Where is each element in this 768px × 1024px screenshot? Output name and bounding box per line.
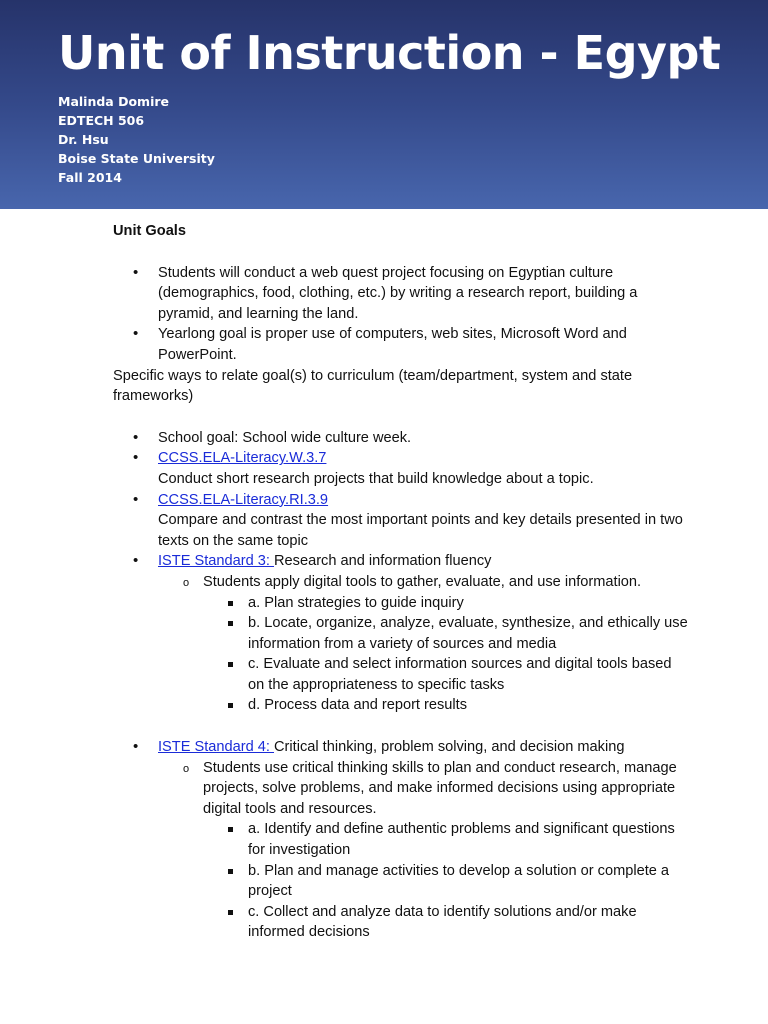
instructor-name: Dr. Hsu [58,132,109,147]
iste-standard-4-title: Critical thinking, problem solving, and decision making [274,739,625,756]
unit-goals-heading: Unit Goals [113,223,186,239]
standards-list [113,428,688,716]
iste-standard-4-item [113,737,688,943]
goals-list [113,263,688,366]
standard-ri39-item [113,490,688,552]
list-item: b. Locate, organize, analyze, evaluate, synthesize, and ethically use information from a variety of sources and media [203,613,688,654]
list-item: • Students will conduct a web quest project focusing on Egyptian culture (demographics, food, clothing, etc.) by writing a research report, building a pyramid, and learning the land. [113,263,688,325]
author-info [58,92,768,188]
list-item: b. Plan and manage activities to develop a solution or complete a project [203,861,688,902]
course-code: EDTECH 506 [58,112,145,128]
list-item: c. Collect and analyze data to identify solutions and/or make informed decisions [203,902,688,943]
iste-4-description: Students use critical thinking skills to plan and conduct research, manage projects, solve problems, and make informed decisions using appropriate digital tools and resources. [203,759,677,817]
standard-description: Compare and contrast the most important points and key details presented in two texts on the same topic [158,512,683,549]
author-name: Malinda Domire [58,93,169,109]
list-item: d. Process data and report results [203,695,688,716]
ccss-w37-link[interactable]: CCSS.ELA-Literacy.W.3.7 [158,450,327,467]
list-item: a. Identify and define authentic problems and significant questions for investigation [203,819,688,860]
curriculum-relation-text: Specific ways to relate goal(s) to curriculum (team/department, system and state frameworks) [113,367,633,405]
title-banner [0,0,768,209]
list-item: • Yearlong goal is proper use of computers, web sites, Microsoft Word and PowerPoint. [113,324,688,365]
standard-description: Conduct short research projects that build knowledge about a topic. [158,470,594,487]
university-name: Boise State University [58,151,215,167]
iste-standard-3-item [113,551,688,716]
school-goal-item: • School goal: School wide culture week. [113,428,688,449]
term: Fall 2014 [58,170,122,186]
document-body [113,209,688,943]
ccss-ri39-link[interactable]: CCSS.ELA-Literacy.RI.3.9 [158,491,329,508]
iste-standard-4-link[interactable]: ISTE Standard 4: [158,739,275,756]
iste-standard-3-title: Research and information fluency [274,553,492,570]
page-title: Unit of Instruction - Egypt [58,26,721,80]
standard-w37-item [113,448,688,489]
iste-standard-3-link[interactable]: ISTE Standard 3: [158,553,275,570]
list-item: a. Plan strategies to guide inquiry [203,593,688,614]
iste-4-list [113,737,688,943]
iste-3-description: Students apply digital tools to gather, evaluate, and use information. [203,573,642,590]
list-item: c. Evaluate and select information sources and digital tools based on the appropriateness to specific tasks [203,654,688,695]
